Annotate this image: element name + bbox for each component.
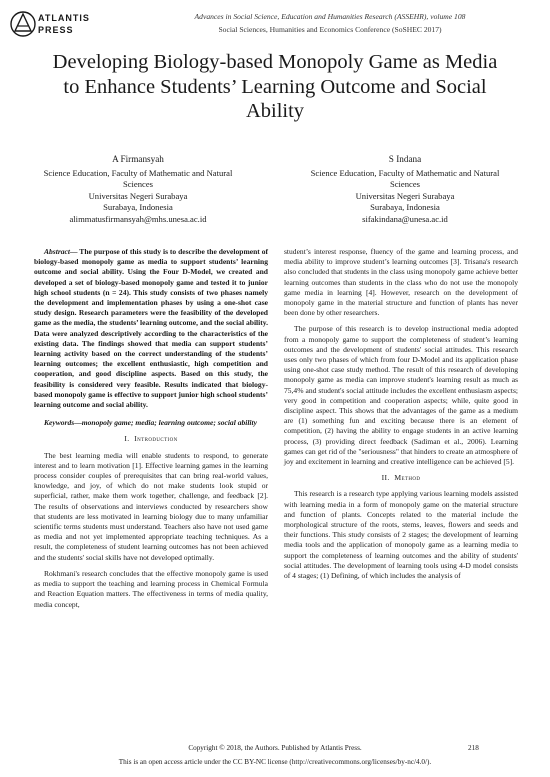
logo-line-1: ATLANTIS: [38, 13, 90, 23]
author-department-cont: Sciences: [389, 179, 421, 190]
author-city: Surabaya, Indonesia: [103, 202, 173, 213]
paragraph: The best learning media will enable students to respond, to generate interest and to learn motivation [1]. Effective learning games in the learning process consider couples of prerequisites that can bring real-world values, knowledge, and joy, of which do not make students look stupid or superficial, rather, make them work together, challenge, and feedback [2]. The results of observations and interviews conducted by researchers show that students are less motivated in learning biology due to many unfamiliar scientific terms students must understand. Teachers also have not used game as media and not yet implemented appropriate teaching techniques. As a result, the completeness of student learning outcomes has not been achieved and the students' social skills have not developed optimally.: [34, 450, 268, 562]
logo-line-2: PRESS: [38, 25, 74, 35]
section-number: II.: [381, 473, 390, 483]
author-email: sifakindana@unesa.ac.id: [362, 213, 448, 224]
author-email: alimmatusfirmansyah@mhs.unesa.ac.id: [69, 213, 207, 224]
title-line-3: Ability: [245, 100, 305, 122]
paragraph: student’s interest response, fluency of the game and learning process, and media ability to improve student’s learning outcomes [3]. Trisana's research also concluded that students in the class using monopoly game achieve better learning outcomes than students in the class who do not use the monopoly game media in learning [4]. However, research on the development of monopoly game in the material structure and function of plants has never been done by other researchers.: [284, 247, 518, 318]
paragraph: This research is a research type applying various learning models assisted with learning media in a form of monopoly game on the material structure and function of plants. Concepts related to the material include the morphological structure of the roots, stems, leaves, flowers and seeds and their functions. This study consists of 2 stages; the development of learning media tools and the application of monopoly game as a learning media to support the completeness of learning outcomes and the ability of students' social attitudes. The development of learning tools using 4-D model consists of 4 stages; (1) Defining, of which includes the analysis of: [284, 489, 518, 581]
paragraph: The purpose of this research is to develop instructional media adopted from a monopoly game to support the completeness of student’s learning outcomes and the development of students' social attitudes. This research uses only two phases of which from four D-Model and its application phase using one-shot case study method. The result of this research of developing monopoly game as media can improve student's learning result as much as 75,4% and student's social attitude includes the excellent enthusiasm aspects; very good in competition and cooperation aspects; while, quite good in discipline aspect. This shows that the advantages of the game as a medium are (1) something fun and exciting because there is an element of competition, (2) having the ability to engage students in an active learning process, (3) providing direct feedback (Sadiman et al., 2006). Learning games can get rid of the "seriousness" that hinders to create an atmosphere of joy and excitement in learning and creative intelligence can be achieved [5].: [284, 324, 518, 467]
title-line-2: to Enhance Students’ Learning Outcome and Social: [63, 75, 487, 98]
author-department: Science Education, Faculty of Mathematic and Natural: [310, 167, 500, 178]
author-block-1: [28, 154, 248, 226]
keywords: Keywords—monopoly game; media; learning outcome; social ability: [44, 418, 257, 428]
atlantis-logo-icon: [10, 11, 36, 37]
abstract: [34, 247, 268, 410]
section-heading-introduction: [34, 434, 268, 444]
publisher-logo: [10, 10, 102, 40]
section-title: Introduction: [134, 434, 178, 444]
author-university: Universitas Negeri Surabaya: [88, 190, 188, 201]
section-number: I.: [124, 434, 130, 444]
author-city: Surabaya, Indonesia: [370, 202, 440, 213]
abstract-label: Abstract—: [44, 247, 78, 256]
author-name: A Firmansyah: [112, 154, 164, 164]
section-title: Method: [394, 473, 421, 483]
section-heading-method: [284, 473, 518, 483]
author-name: S Indana: [388, 154, 422, 164]
license-notice: This is an open access article under the CC BY-NC license (http://creativecommons.org/licenses/by-nc/4.0/).: [118, 758, 432, 766]
paper-title: [20, 50, 530, 124]
author-block-2: [295, 154, 515, 226]
author-university: Universitas Negeri Surabaya: [355, 190, 455, 201]
author-department-cont: Sciences: [122, 179, 154, 190]
copyright-notice: Copyright © 2018, the Authors. Published by Atlantis Press.: [188, 744, 362, 752]
right-column: [284, 247, 518, 587]
title-line-1: Developing Biology-based Monopoly Game as Media: [52, 51, 498, 73]
page-number: 218: [468, 744, 479, 752]
abstract-text: The purpose of this study is to describe the development of biology-based monopoly game as media to support students’ learning outcome and social ability. Using the Four D-Model, we created and developed a set of biology-based monopoly game and tested it to junior high school students (n = 24). This study consists of two phases namely the development and implementation phases by using a one-shot case study design. Research parameters were the feasibility of the developed game as the media, the students’ learning outcome, and the social ability. Data were analyzed descriptively according to the characteristics of the existing data. The findings showed that media can support students’ learning activity based on the correct understanding of the students’ learning outcomes; the excellent enthusiastic, high competition and cooperation, and good discipline aspects. Based on this study, the feasibility is considered very feasible. Results indicated that biology-based monopoly game is effective to support junior high school students’ learning outcome and social ability.: [34, 247, 268, 410]
series-title: Advances in Social Science, Education and Humanities Research (ASSEHR), volume 108: [194, 12, 466, 21]
left-column: [34, 247, 268, 616]
author-department: Science Education, Faculty of Mathematic and Natural: [43, 167, 233, 178]
conference-title: Social Sciences, Humanities and Economics Conference (SoSHEC 2017): [218, 25, 442, 34]
paragraph: Rokhmani's research concludes that the effective monopoly game is used as media to support the teaching and learning process in Chemical Formula and Reaction Equation matters. The effectiveness in terms of media quality, media concept,: [34, 568, 268, 609]
